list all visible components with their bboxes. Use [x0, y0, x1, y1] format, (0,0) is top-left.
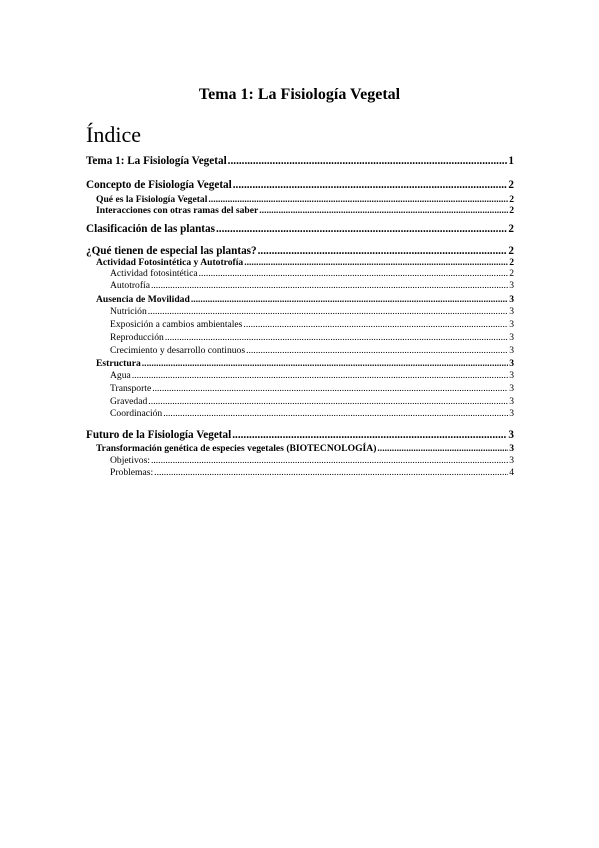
toc-entry-title: Concepto de Fisiología Vegetal — [86, 179, 232, 191]
toc-entry-title: Transformación genética de especies vegetales (BIOTECNOLOGÍA) — [96, 443, 377, 454]
toc-entry-level-2[interactable] — [86, 257, 514, 268]
toc-entry-title: Interacciones con otras ramas del saber — [96, 205, 259, 216]
toc-entry-level-3[interactable] — [86, 370, 514, 381]
toc-entry-level-3[interactable] — [86, 345, 514, 356]
toc-entry-title: Ausencia de Movilidad — [96, 294, 190, 305]
toc-entry-level-3[interactable] — [86, 306, 514, 317]
toc-entry-level-3[interactable] — [86, 408, 514, 419]
toc-entry-page-number: 3 — [509, 443, 514, 454]
toc-entry-title: Exposición a cambios ambientales — [110, 319, 243, 330]
toc-entry-page-number: 3 — [509, 396, 514, 407]
toc-dot-leader — [148, 396, 508, 407]
toc-entry-page-number: 3 — [509, 306, 514, 317]
toc-entry-title: Transporte — [110, 383, 152, 394]
toc-entry-level-1[interactable] — [86, 155, 514, 168]
toc-entry-level-3[interactable] — [86, 396, 514, 407]
toc-dot-leader — [151, 455, 508, 466]
toc-entry-page-number: 3 — [509, 383, 514, 394]
toc-dot-leader — [243, 319, 508, 330]
toc-entry-page-number: 3 — [509, 294, 514, 305]
toc-entry-level-3[interactable] — [86, 319, 514, 330]
toc-entry-title: Tema 1: La Fisiología Vegetal — [86, 155, 227, 167]
toc-entry-page-number: 3 — [509, 319, 514, 330]
toc-entry-title: Problemas: — [110, 467, 154, 478]
toc-dot-leader — [246, 345, 508, 356]
toc-dot-leader — [142, 358, 508, 369]
toc-entry-title: Qué es la Fisiología Vegetal — [96, 194, 208, 205]
toc-entry-level-3[interactable] — [86, 268, 514, 279]
toc-entry-level-1[interactable] — [86, 429, 514, 442]
toc-entry-title: Objetivos: — [110, 455, 150, 466]
toc-heading: Índice — [86, 122, 141, 147]
toc-entry-page-number: 3 — [509, 408, 514, 419]
toc-dot-leader — [191, 294, 508, 305]
toc-dot-leader — [244, 257, 508, 268]
toc-entry-page-number: 3 — [509, 455, 514, 466]
toc-dot-leader — [233, 179, 508, 192]
toc-entry-title: Futuro de la Fisiología Vegetal — [86, 429, 232, 441]
toc-entry-page-number: 3 — [509, 358, 514, 369]
toc-entry-page-number: 2 — [509, 268, 514, 279]
toc-entry-page-number: 1 — [508, 155, 514, 167]
toc-entry-level-2[interactable] — [86, 358, 514, 369]
toc-entry-page-number: 2 — [508, 245, 514, 257]
toc-entry-page-number: 3 — [508, 429, 514, 441]
toc-entry-title: Actividad fotosintética — [110, 268, 198, 279]
toc-entry-title: Autotrofía — [110, 280, 150, 291]
toc-entry-level-2[interactable] — [86, 205, 514, 216]
toc-dot-leader — [208, 194, 508, 205]
toc-entry-page-number: 3 — [509, 345, 514, 356]
toc-entry-title: Clasificación de las plantas — [86, 223, 215, 235]
toc-entry-level-2[interactable] — [86, 194, 514, 205]
toc-entry-title: Estructura — [96, 358, 141, 369]
toc-entry-level-3[interactable] — [86, 332, 514, 343]
toc-entry-title: Reproducción — [110, 332, 164, 343]
toc-entry-page-number: 2 — [509, 257, 514, 268]
toc-dot-leader — [148, 306, 508, 317]
toc-entry-title: ¿Qué tienen de especial las plantas? — [86, 245, 257, 257]
toc-dot-leader — [377, 443, 508, 454]
toc-entry-page-number: 2 — [509, 205, 514, 216]
toc-entry-title: Coordinación — [110, 408, 163, 419]
toc-dot-leader — [151, 280, 508, 291]
toc-entry-title: Actividad Fotosintética y Autotrofía — [96, 257, 244, 268]
toc-entry-page-number: 4 — [509, 467, 514, 478]
toc-entry-page-number: 3 — [509, 332, 514, 343]
toc-dot-leader — [216, 223, 507, 236]
toc-entry-level-1[interactable] — [86, 179, 514, 192]
toc-entry-level-3[interactable] — [86, 455, 514, 466]
toc-dot-leader — [232, 429, 507, 442]
toc-entry-title: Crecimiento y desarrollo continuos — [110, 345, 246, 356]
toc-dot-leader — [228, 155, 508, 168]
document-title: Tema 1: La Fisiología Vegetal — [198, 86, 401, 103]
toc-entry-title: Agua — [110, 370, 131, 381]
toc-entry-level-3[interactable] — [86, 280, 514, 291]
toc-dot-leader — [199, 268, 509, 279]
toc-entry-title: Nutrición — [110, 306, 147, 317]
toc-entry-level-2[interactable] — [86, 294, 514, 305]
toc-entry-page-number: 3 — [509, 370, 514, 381]
toc-dot-leader — [154, 467, 508, 478]
toc-entry-page-number: 2 — [508, 223, 514, 235]
toc-entry-page-number: 2 — [508, 179, 514, 191]
toc-dot-leader — [152, 383, 508, 394]
toc-dot-leader — [165, 332, 508, 343]
toc-dot-leader — [132, 370, 508, 381]
toc-entry-level-3[interactable] — [86, 383, 514, 394]
toc-entry-level-3[interactable] — [86, 467, 514, 478]
toc-dot-leader — [259, 205, 508, 216]
toc-dot-leader — [163, 408, 508, 419]
toc-entry-page-number: 2 — [509, 194, 514, 205]
toc-entry-title: Gravedad — [110, 396, 148, 407]
toc-entry-level-1[interactable] — [86, 223, 514, 236]
toc-entry-level-2[interactable] — [86, 443, 514, 454]
toc-entry-page-number: 3 — [509, 280, 514, 291]
